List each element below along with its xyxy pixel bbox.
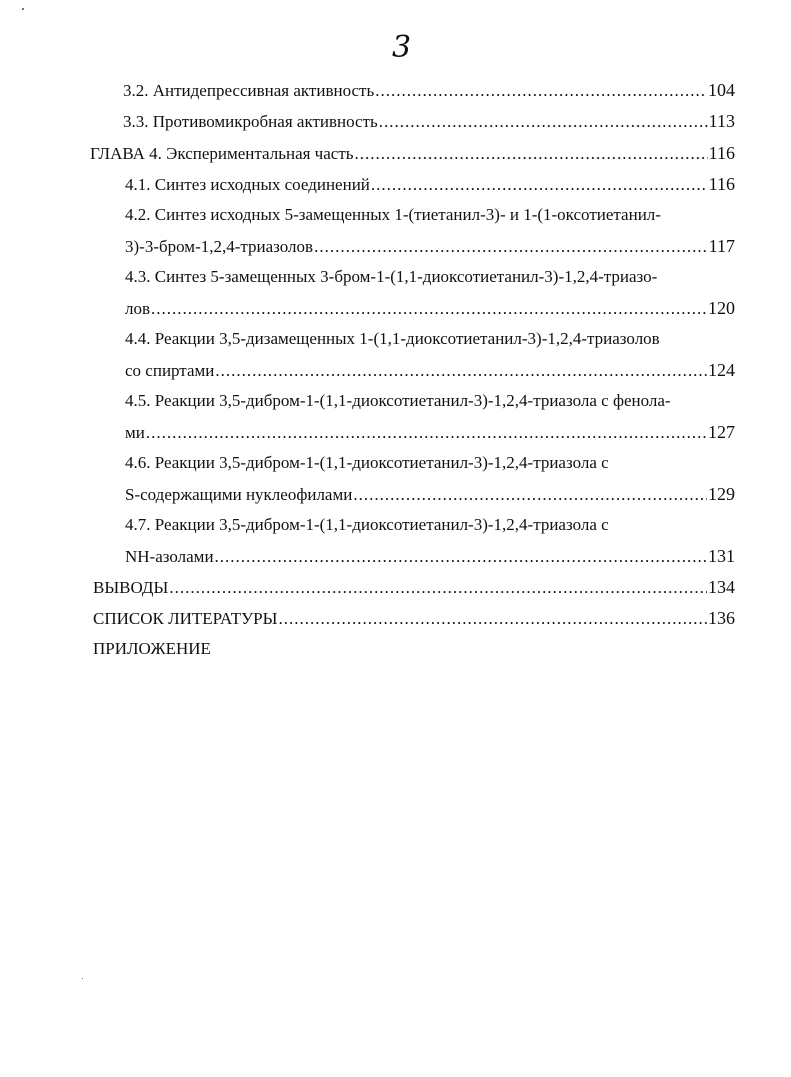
toc-entry-title: ГЛАВА 4. Экспериментальная часть <box>90 144 354 163</box>
toc-entry-appendix[interactable] <box>93 638 393 660</box>
toc-entry-4-5-line1[interactable] <box>125 390 737 412</box>
dot-leader <box>215 546 707 568</box>
toc-entry-page: 134 <box>708 577 735 597</box>
toc-entry-chapter-4[interactable] <box>90 142 735 165</box>
page-number: 3 <box>392 30 412 65</box>
dot-leader <box>379 111 708 133</box>
scan-speck <box>82 978 83 979</box>
toc-entry-3-3[interactable] <box>123 110 735 133</box>
toc-entry-title: 3.2. Антидепрессивная активность <box>123 81 375 100</box>
toc-entry-title: 4.5. Реакции 3,5-дибром-1-(1,1-диоксотиетанил-3)-1,2,4-триазола с фенола- <box>125 391 671 410</box>
dot-leader <box>169 577 707 599</box>
toc-entry-4-2-line1[interactable] <box>125 204 737 226</box>
toc-entry-conclusions[interactable] <box>93 576 735 599</box>
toc-entry-4-7-line1[interactable] <box>125 514 737 536</box>
toc-entry-page: 113 <box>708 111 735 131</box>
toc-entry-page: 127 <box>708 422 735 442</box>
toc-entry-title: СПИСОК ЛИТЕРАТУРЫ <box>93 609 278 628</box>
toc-entry-page: 116 <box>708 143 735 163</box>
toc-entry-page: 116 <box>708 174 735 194</box>
toc-entry-title: 4.6. Реакции 3,5-дибром-1-(1,1-диоксотиетанил-3)-1,2,4-триазола с <box>125 453 609 472</box>
toc-entry-4-5-line2[interactable] <box>125 421 735 444</box>
toc-entry-page: 120 <box>708 298 735 318</box>
dot-leader <box>146 422 707 444</box>
toc-entry-page: 104 <box>708 80 735 100</box>
dot-leader <box>353 484 707 506</box>
toc-entry-title-cont: S-содержащими нуклеофилами <box>125 485 353 504</box>
dot-leader <box>355 143 708 165</box>
toc-entry-title: 4.3. Синтез 5-замещенных 3-бром-1-(1,1-диоксотиетанил-3)-1,2,4-триазо- <box>125 267 658 286</box>
dot-leader <box>375 80 707 102</box>
toc-entry-references[interactable] <box>93 607 735 630</box>
toc-entry-title: 4.2. Синтез исходных 5-замещенных 1-(тиетанил-3)- и 1-(1-оксотиетанил- <box>125 205 661 224</box>
dot-leader <box>215 360 707 382</box>
toc-entry-page: 131 <box>708 546 735 566</box>
toc-entry-4-3-line1[interactable] <box>125 266 737 288</box>
toc-entry-4-7-line2[interactable] <box>125 545 735 568</box>
dot-leader <box>151 298 707 320</box>
toc-entry-4-4-line1[interactable] <box>125 328 737 350</box>
toc-entry-3-2[interactable] <box>123 79 735 102</box>
toc-entry-title: 4.7. Реакции 3,5-дибром-1-(1,1-диоксотиетанил-3)-1,2,4-триазола с <box>125 515 609 534</box>
toc-entry-title: 3.3. Противомикробная активность <box>123 112 378 131</box>
toc-entry-title-cont: лов <box>125 299 151 318</box>
toc-entry-title-cont: NH-азолами <box>125 547 214 566</box>
scan-speck <box>22 8 24 10</box>
toc-entry-title: 4.1. Синтез исходных соединений <box>125 175 370 194</box>
toc-entry-4-2-line2[interactable] <box>125 235 735 258</box>
dot-leader <box>314 236 708 258</box>
dot-leader <box>278 608 707 630</box>
toc-entry-page: 136 <box>708 608 735 628</box>
toc-entry-4-6-line1[interactable] <box>125 452 737 474</box>
toc-entry-title-cont: 3)-3-бром-1,2,4-триазолов <box>125 237 314 256</box>
dot-leader <box>371 174 708 196</box>
toc-entry-title: 4.4. Реакции 3,5-дизамещенных 1-(1,1-диоксотиетанил-3)-1,2,4-триазолов <box>125 329 660 348</box>
toc-entry-4-3-line2[interactable] <box>125 297 735 320</box>
toc-entry-title: ПРИЛОЖЕНИЕ <box>93 639 211 658</box>
toc-entry-title: ВЫВОДЫ <box>93 578 169 597</box>
toc-entry-4-4-line2[interactable] <box>125 359 735 382</box>
toc-entry-page: 124 <box>708 360 735 380</box>
toc-entry-page: 129 <box>708 484 735 504</box>
toc-entry-title-cont: со спиртами <box>125 361 215 380</box>
toc-entry-4-1[interactable] <box>125 173 735 196</box>
toc-entry-page: 117 <box>708 236 735 256</box>
toc-entry-4-6-line2[interactable] <box>125 483 735 506</box>
toc-entry-title-cont: ми <box>125 423 145 442</box>
